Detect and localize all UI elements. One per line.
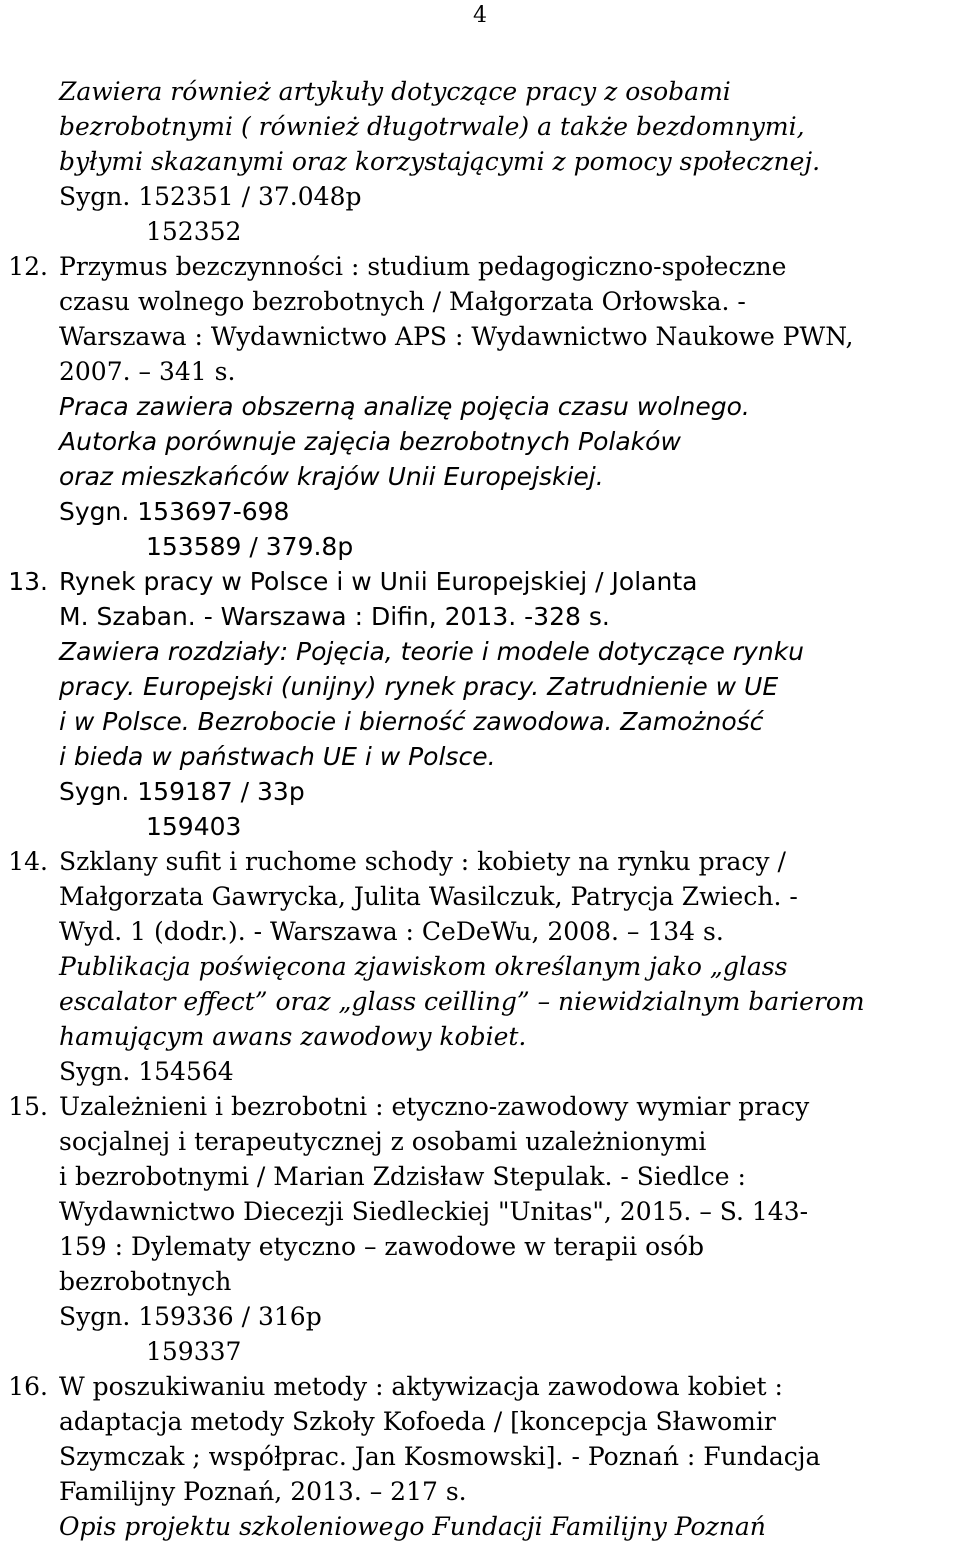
- entry-title: Szklany sufit i ruchome schody : kobiety na rynku pracy /: [59, 847, 786, 876]
- entry-number: 15.: [8, 1092, 48, 1121]
- call-number: Sygn. 159187 / 33p: [59, 777, 305, 806]
- entry-number: 13.: [8, 567, 48, 596]
- entry-title: socjalnej i terapeutycznej z osobami uzależnionymi: [59, 1127, 707, 1156]
- entry-title: adaptacja metody Szkoły Kofoeda / [koncepcja Sławomir: [59, 1407, 776, 1436]
- entry-authors: i bezrobotnymi / Marian Zdzisław Stepulak. - Siedlce :: [59, 1162, 746, 1191]
- entry-title: W poszukiwaniu metody : aktywizacja zawodowa kobiet :: [59, 1372, 783, 1401]
- page-number: 4: [473, 3, 487, 28]
- annotation-line: Opis projektu szkoleniowego Fundacji Familijny Poznań: [59, 1512, 766, 1541]
- entry-title: czasu wolnego bezrobotnych / Małgorzata Orłowska. -: [59, 287, 746, 316]
- entry-publication: bezrobotnych: [59, 1267, 232, 1296]
- annotation-line: oraz mieszkańców krajów Unii Europejskiej.: [59, 462, 604, 491]
- annotation-line: Publikacja poświęcona zjawiskom określanym jako „glass: [59, 952, 788, 981]
- entry-publication: Wydawnictwo Diecezji Siedleckiej "Unitas", 2015. – S. 143-: [59, 1197, 809, 1226]
- call-number: Sygn. 153697-698: [59, 497, 290, 526]
- entry-publication: Wyd. 1 (dodr.). - Warszawa : CeDeWu, 2008. – 134 s.: [59, 917, 724, 946]
- annotation-line: Autorka porównuje zajęcia bezrobotnych Polaków: [59, 427, 681, 456]
- entry-publication: Familijny Poznań, 2013. – 217 s.: [59, 1477, 467, 1506]
- entry-number: 12.: [8, 252, 48, 281]
- entry-title: Rynek pracy w Polsce i w Unii Europejskiej / Jolanta: [59, 567, 698, 596]
- call-number: Sygn. 154564: [59, 1057, 234, 1086]
- annotation-line: Praca zawiera obszerną analizę pojęcia czasu wolnego.: [59, 392, 750, 421]
- annotation-line: Zawiera rozdziały: Pojęcia, teorie i modele dotyczące rynku: [59, 637, 805, 666]
- entry-publication: 159 : Dylematy etyczno – zawodowe w terapii osób: [59, 1232, 705, 1261]
- call-number: 153589 / 379.8p: [146, 532, 354, 561]
- entry-number: 16.: [8, 1372, 48, 1401]
- call-number: 152352: [146, 217, 242, 246]
- entry-authors: Małgorzata Gawrycka, Julita Wasilczuk, Patrycja Zwiech. -: [59, 882, 798, 911]
- entry-publication: M. Szaban. - Warszawa : Difin, 2013. -328 s.: [59, 602, 610, 631]
- entry-publication: 2007. – 341 s.: [59, 357, 236, 386]
- entry-title: Uzależnieni i bezrobotni : etyczno-zawodowy wymiar pracy: [59, 1092, 810, 1121]
- annotation-line: Zawiera również artykuły dotyczące pracy z osobami: [59, 77, 731, 106]
- annotation-line: pracy. Europejski (unijny) rynek pracy. Zatrudnienie w UE: [59, 672, 779, 701]
- annotation-line: i w Polsce. Bezrobocie i bierność zawodowa. Zamożność: [59, 707, 764, 736]
- call-number: 159403: [146, 812, 242, 841]
- call-number: Sygn. 159336 / 316p: [59, 1302, 322, 1331]
- entry-publication: Warszawa : Wydawnictwo APS : Wydawnictwo Naukowe PWN,: [59, 322, 854, 351]
- annotation-line: i bieda w państwach UE i w Polsce.: [59, 742, 496, 771]
- entry-authors: Szymczak ; współprac. Jan Kosmowski]. - Poznań : Fundacja: [59, 1442, 821, 1471]
- entry-title: Przymus bezczynności : studium pedagogiczno-społeczne: [59, 252, 787, 281]
- call-number: 159337: [146, 1337, 242, 1366]
- annotation-line: hamującym awans zawodowy kobiet.: [59, 1022, 527, 1051]
- call-number: Sygn. 152351 / 37.048p: [59, 182, 362, 211]
- annotation-line: bezrobotnymi ( również długotrwale) a także bezdomnymi,: [59, 112, 805, 141]
- entry-number: 14.: [8, 847, 48, 876]
- annotation-line: byłymi skazanymi oraz korzystającymi z pomocy społecznej.: [59, 147, 821, 176]
- annotation-line: escalator effect” oraz „glass ceilling” – niewidzialnym barierom: [59, 987, 865, 1016]
